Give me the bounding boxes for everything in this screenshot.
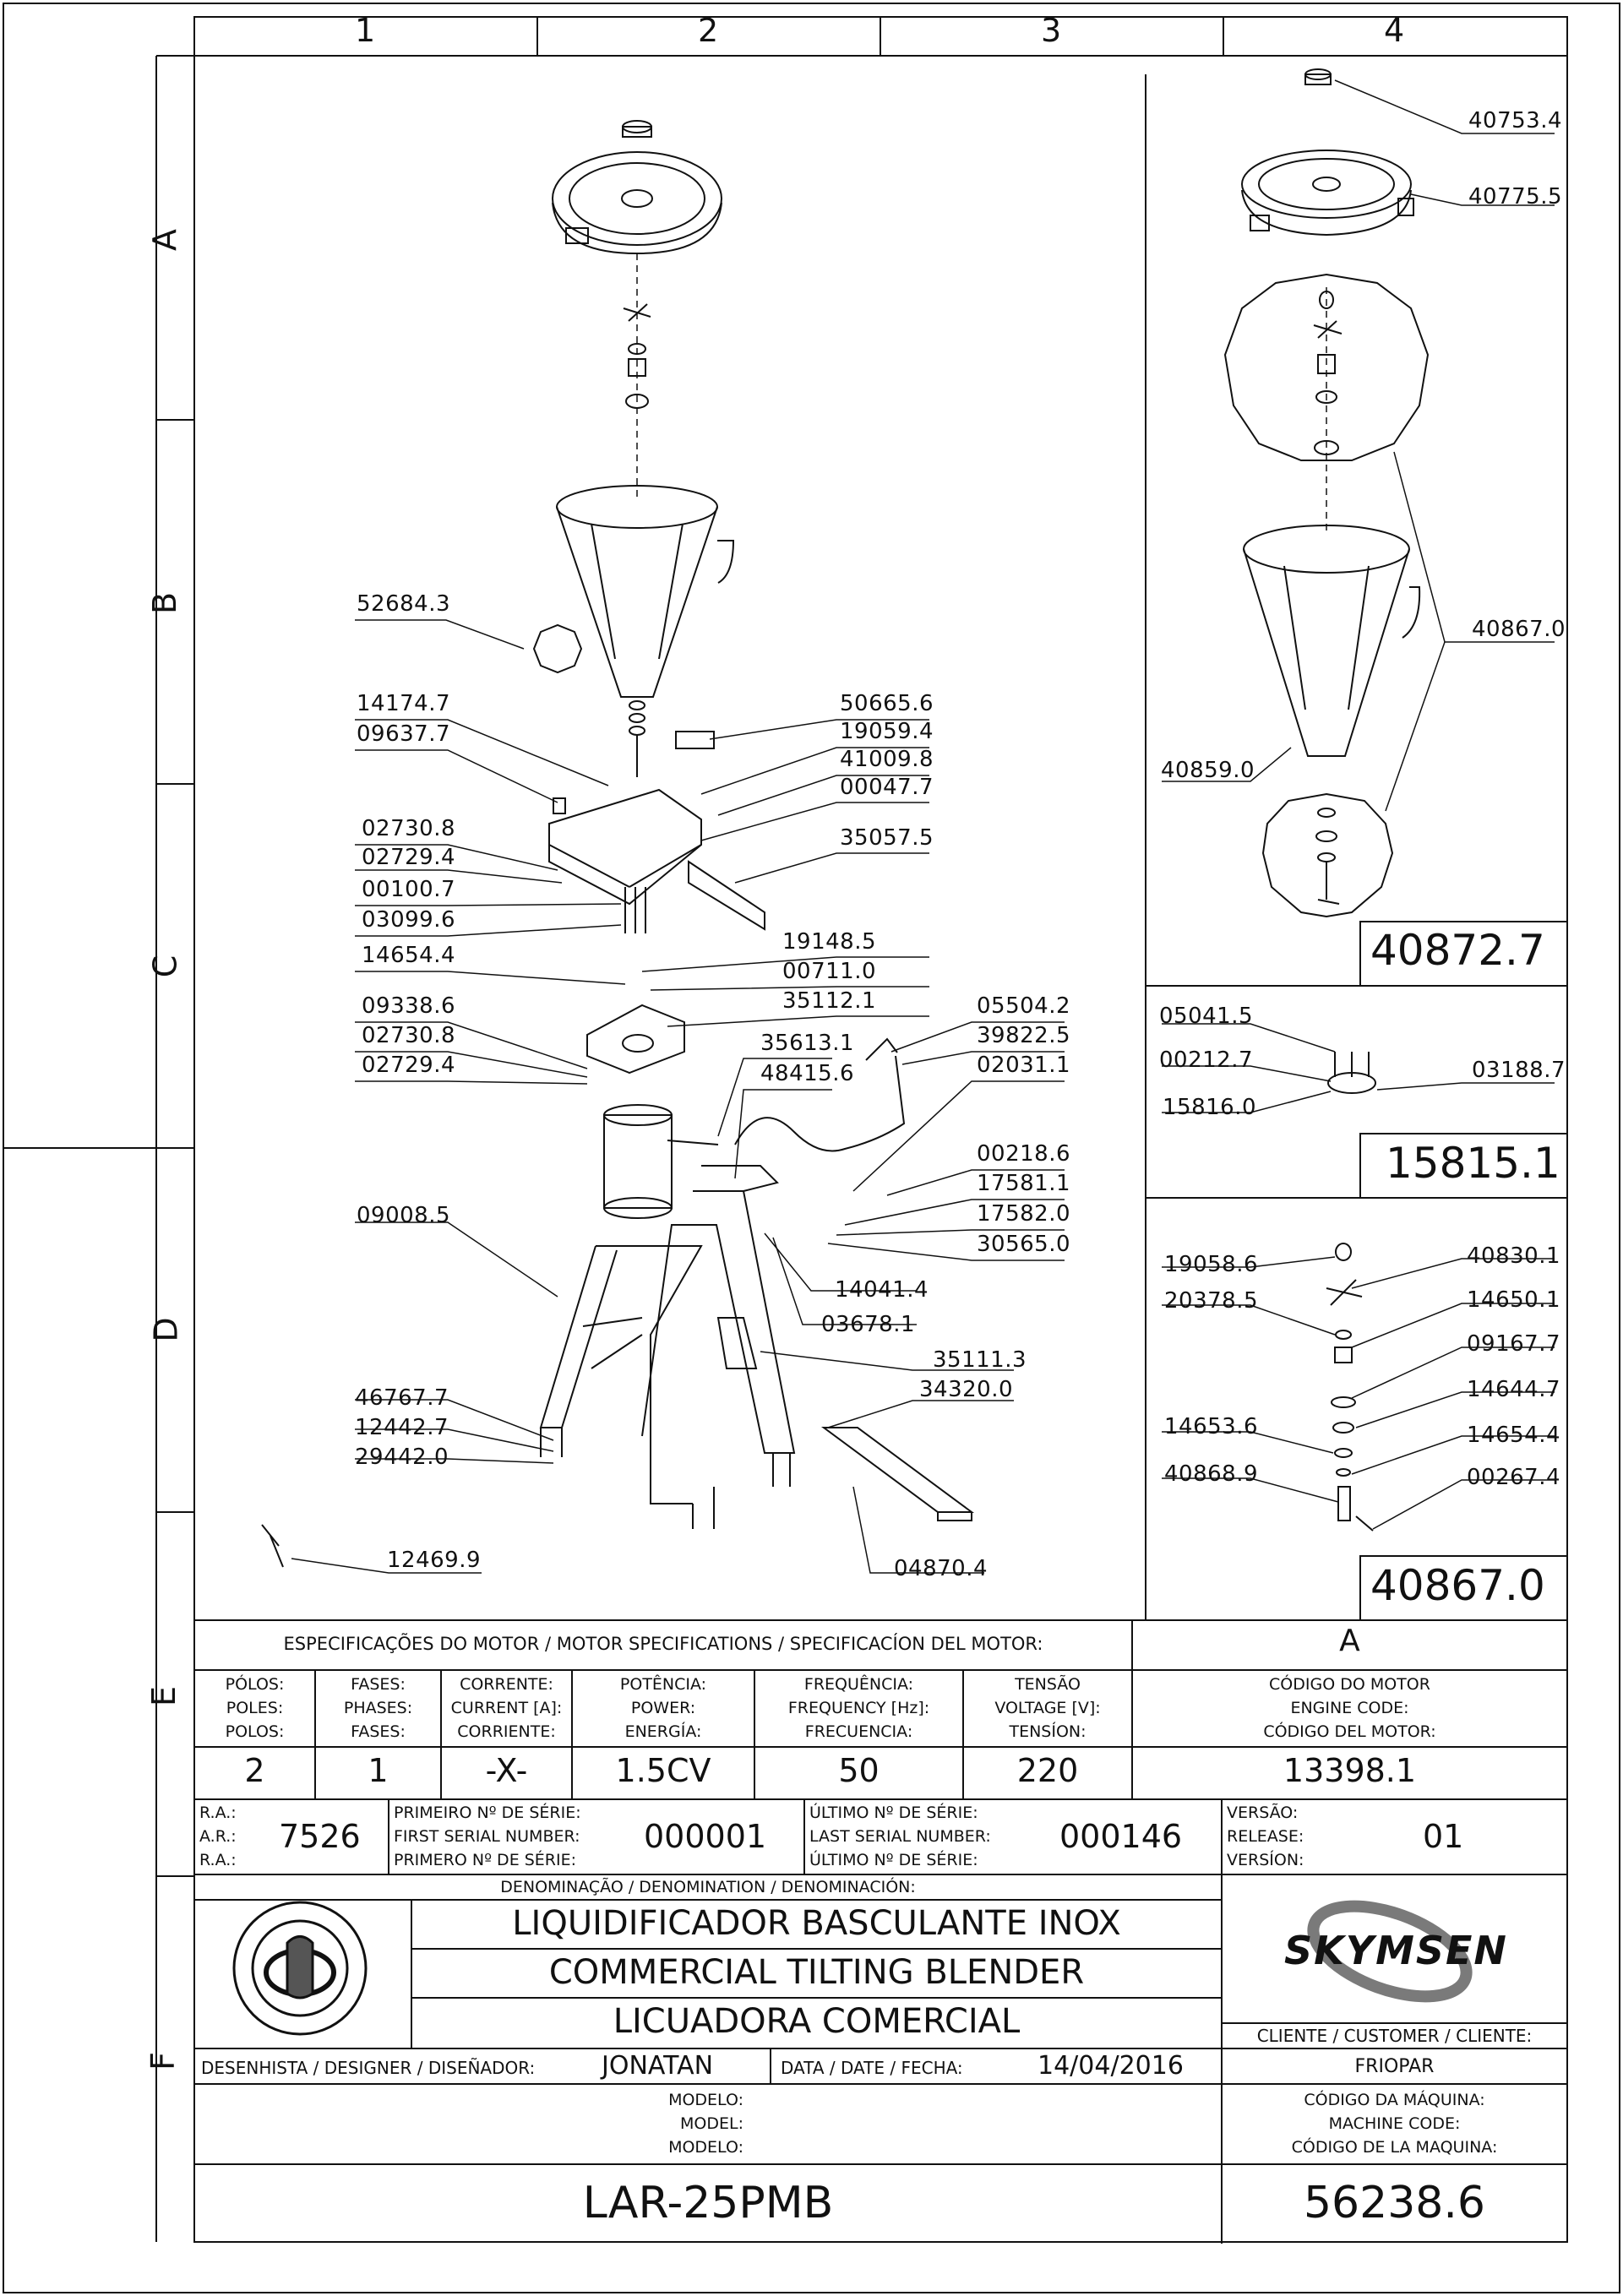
part-label: 40867.0 [1472,617,1566,642]
column-label-3: 3 [1041,12,1062,49]
part-label: 03099.6 [362,907,456,933]
last-serial-labels: ÚLTIMO Nº DE SÉRIE: LAST SERIAL NUMBER: ÚLTIMO Nº DE SÉRIE: [809,1804,991,1869]
part-label: 29442.0 [355,1445,449,1470]
part-label: 09008.5 [357,1203,451,1228]
part-label: 48415.6 [760,1061,855,1086]
part-label: 30565.0 [977,1232,1071,1257]
row-label-f: F [144,2052,182,2070]
part-label: 04870.4 [894,1556,989,1581]
part-label: 14653.6 [1164,1414,1259,1439]
part-label: 09338.6 [362,993,456,1019]
part-label: 00100.7 [362,877,456,902]
part-label: 05504.2 [977,993,1071,1019]
ra-labels: R.A.: A.R.: R.A.: [199,1804,237,1869]
part-label: 09637.7 [357,721,451,747]
value-voltage: 220 [1016,1752,1079,1789]
designer-label: DESENHISTA / DESIGNER / DISEÑADOR: [201,2058,536,2078]
mount-assembly-code: 15815.1 [1386,1139,1560,1188]
part-label: 00047.7 [840,775,934,800]
part-label: 41009.8 [840,747,934,772]
motor-variant: A [1339,1624,1360,1658]
part-label: 09167.7 [1467,1331,1561,1357]
header-poles: PÓLOS: POLES: POLOS: [225,1675,285,1741]
header-voltage: TENSÃO VOLTAGE [V]: TENSÍON: [994,1675,1101,1741]
customer-value: FRIOPAR [1354,2056,1435,2077]
value-poles: 2 [244,1752,265,1789]
header-engine-code: CÓDIGO DO MOTOR ENGINE CODE: CÓDIGO DEL MOTOR: [1263,1675,1436,1741]
header-current: CORRENTE: CURRENT [A]: CORRIENTE: [450,1675,563,1741]
part-label: 40859.0 [1161,758,1255,783]
version-value: 01 [1423,1818,1464,1855]
header-power: POTÊNCIA: POWER: ENERGÍA: [619,1675,707,1741]
header-phases: FASES: PHASES: FASES: [343,1675,413,1741]
part-label: 00212.7 [1159,1047,1254,1073]
part-label: 12469.9 [387,1548,482,1573]
first-serial-value: 000001 [644,1818,767,1855]
part-label: 02730.8 [362,816,456,841]
part-label: 15816.0 [1163,1095,1257,1120]
row-label-b: B [146,591,184,615]
name-en: COMMERCIAL TILTING BLENDER [548,1953,1085,1992]
part-label: 03678.1 [821,1312,916,1337]
value-power: 1.5CV [615,1752,711,1789]
part-label: 52684.3 [357,591,451,617]
part-label: 02729.4 [362,1053,456,1078]
part-label: 35613.1 [760,1031,855,1056]
part-label: 35111.3 [933,1347,1027,1373]
part-label: 40868.9 [1164,1461,1259,1487]
model-value: LAR-25PMB [582,2178,834,2228]
part-label: 19059.4 [840,719,934,744]
part-label: 35057.5 [840,825,934,851]
ra-value: 7526 [279,1818,361,1855]
brand-name: SKYMSEN [1284,1928,1508,1973]
value-phases: 1 [368,1752,389,1789]
column-label-1: 1 [355,12,376,49]
part-label: 14174.7 [357,691,451,716]
designer-value: JONATAN [602,2051,714,2081]
row-label-c: C [146,955,184,978]
column-label-2: 2 [698,12,719,49]
part-label: 19148.5 [782,929,877,955]
motor-spec-title: ESPECIFICAÇÕES DO MOTOR / MOTOR SPECIFICATIONS / SPECIFICACÍON DEL MOTOR: [283,1634,1043,1654]
part-label: 20378.5 [1164,1288,1259,1314]
first-serial-labels: PRIMEIRO Nº DE SÉRIE: FIRST SERIAL NUMBER: PRIMERO Nº DE SÉRIE: [394,1804,581,1869]
part-label: 50665.6 [840,691,934,716]
name-es: LICUADORA COMERCIAL [613,2002,1021,2041]
version-labels: VERSÃO: RELEASE: VERSÍON: [1227,1804,1304,1869]
part-label: 19058.6 [1164,1252,1259,1277]
part-label: 02729.4 [362,845,456,870]
part-label: 14654.4 [362,943,456,968]
part-label: 02031.1 [977,1053,1071,1078]
name-pt: LIQUIDIFICADOR BASCULANTE INOX [512,1904,1121,1943]
column-label-4: 4 [1384,12,1405,49]
part-label: 14041.4 [835,1277,929,1303]
part-label: 02730.8 [362,1023,456,1048]
jar-assembly-code: 40872.7 [1370,926,1545,975]
machine-code-labels: CÓDIGO DA MÁQUINA: MACHINE CODE: CÓDIGO DE LA MAQUINA: [1291,2091,1498,2157]
part-label: 14654.4 [1467,1423,1561,1448]
part-label: 14644.7 [1467,1377,1561,1402]
part-label: 17581.1 [977,1171,1071,1196]
part-label: 34320.0 [919,1377,1014,1402]
machine-code-value: 56238.6 [1303,2178,1486,2228]
blade-assembly-code: 40867.0 [1370,1561,1545,1610]
header-frequency: FREQUÊNCIA: FREQUENCY [Hz]: FRECUENCIA: [787,1675,930,1741]
denomination-label: DENOMINAÇÃO / DENOMINATION / DENOMINACIÓN: [500,1878,916,1896]
value-frequency: 50 [838,1752,880,1789]
part-label: 03188.7 [1472,1058,1566,1083]
part-label: 00711.0 [782,959,877,984]
part-label: 00218.6 [977,1141,1071,1167]
date-value: 14/04/2016 [1038,2051,1184,2081]
part-label: 46767.7 [355,1385,449,1411]
part-label: 12442.7 [355,1415,449,1440]
customer-label: CLIENTE / CUSTOMER / CLIENTE: [1256,2026,1533,2046]
part-label: 40830.1 [1467,1243,1561,1269]
value-current: -X- [485,1752,528,1789]
part-label: 39822.5 [977,1023,1071,1048]
part-label: 17582.0 [977,1201,1071,1227]
model-labels: MODELO: MODEL: MODELO: [668,2091,743,2157]
row-label-d: D [147,1317,185,1342]
part-label: 35112.1 [782,988,877,1014]
part-label: 00267.4 [1467,1465,1561,1490]
part-label: 05041.5 [1159,1004,1254,1029]
row-label-a: A [146,229,183,251]
value-engine-code: 13398.1 [1283,1752,1417,1789]
last-serial-value: 000146 [1059,1818,1183,1855]
date-label: DATA / DATE / FECHA: [781,2058,963,2078]
part-label: 40775.5 [1468,184,1563,209]
row-label-e: E [145,1685,183,1707]
stamp-logo [234,1902,366,2034]
part-label: 14650.1 [1467,1287,1561,1313]
part-label: 40753.4 [1468,108,1563,133]
